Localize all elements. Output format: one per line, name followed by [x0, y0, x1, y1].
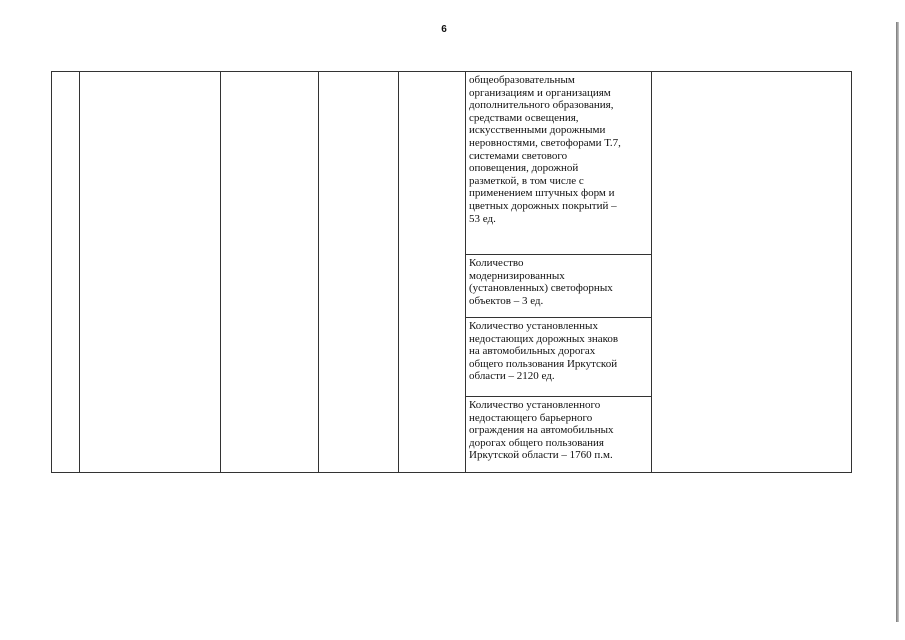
table-cell-indicator: Количество установленного недостающего барьерного ограждения на автомобильных дорогах общего пользования Иркутской области – 1760 п.м. — [466, 397, 652, 473]
table-row — [52, 72, 852, 255]
table-cell-indicator: Количество установленных недостающих дорожных знаков на автомобильных дорогах общего пользования Иркутской области – 2120 ед. — [466, 318, 652, 397]
table-cell-period — [319, 72, 399, 473]
table-cell-indicator: общеобразовательным организациям и организациям дополнительного образования, средствами освещения, искусственными дорожными неровностями, светофорами Т.7, системами светового оповещения, дорожной разметкой, в том числе с применением штучных форм и цветных дорожных покрытий – 53 ед. — [466, 72, 652, 255]
document-table — [51, 71, 852, 473]
table-cell-name — [80, 72, 221, 473]
table-cell-funding — [399, 72, 466, 473]
page-number: 6 — [441, 24, 447, 35]
table-cell-executor — [221, 72, 319, 473]
table-cell-number — [52, 72, 80, 473]
table-cell-indicator: Количество модернизированных (установленных) светофорных объектов – 3 ед. — [466, 255, 652, 318]
scan-edge-shadow — [896, 22, 899, 622]
table-cell-notes — [652, 72, 852, 473]
